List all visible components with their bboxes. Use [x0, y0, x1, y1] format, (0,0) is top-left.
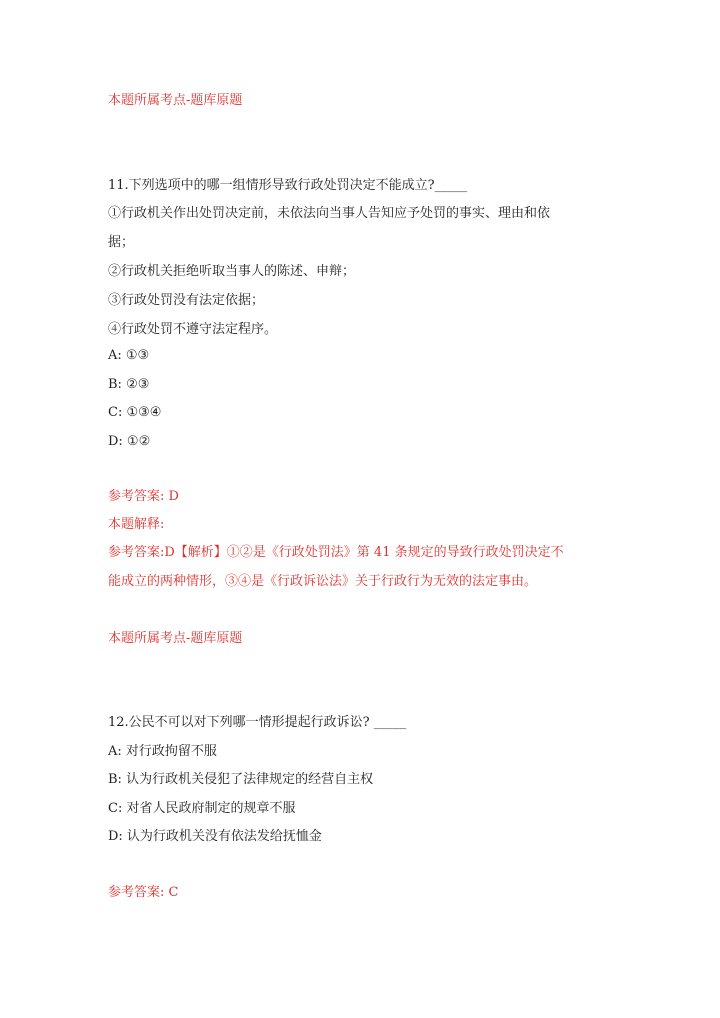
q11-statement-2: ②行政机关拒绝听取当事人的陈述、申辩； [108, 264, 356, 279]
q11-explanation-label: 本题解释: [108, 517, 165, 532]
q12-option-b: B: 认为行政机关侵犯了法律规定的经营自主权 [108, 772, 374, 787]
q11-source-note: 本题所属考点-题库原题 [108, 631, 243, 646]
q12-option-a: A: 对行政拘留不服 [108, 744, 217, 759]
q11-statement-3: ③行政处罚没有法定依据； [108, 293, 265, 308]
q12-option-c: C: 对省人民政府制定的规章不服 [108, 801, 296, 816]
q11-statement-1-cont: 据； [108, 235, 135, 250]
q11-option-d: D: ①② [108, 434, 151, 449]
q11-option-a: A: ①③ [108, 348, 150, 363]
q11-explanation-line-2: 能成立的两种情形，③④是《行政诉讼法》关于行政行为无效的法定事由。 [108, 574, 538, 589]
q12-option-d: D: 认为行政机关没有依法发给抚恤金 [108, 829, 322, 844]
q11-statement-1: ①行政机关作出处罚决定前，未依法向当事人告知应予处罚的事实、理由和依 [108, 206, 551, 221]
question-11-stem: 11.下列选项中的哪一组情形导致行政处罚决定不能成立?_____ [108, 178, 468, 193]
source-note-top: 本题所属考点-题库原题 [108, 93, 243, 108]
q11-option-c: C: ①③④ [108, 405, 162, 420]
q11-option-b: B: ②③ [108, 377, 150, 392]
q12-answer: 参考答案: C [108, 885, 179, 900]
q11-answer: 参考答案: D [108, 489, 179, 504]
q11-statement-4: ④行政处罚不遵守法定程序。 [108, 322, 278, 337]
question-12-stem: 12.公民不可以对下列哪一情形提起行政诉讼? _____ [108, 715, 407, 730]
q11-explanation-line-1: 参考答案:D【解析】①②是《行政处罚法》第 41 条规定的导致行政处罚决定不 [108, 545, 564, 560]
